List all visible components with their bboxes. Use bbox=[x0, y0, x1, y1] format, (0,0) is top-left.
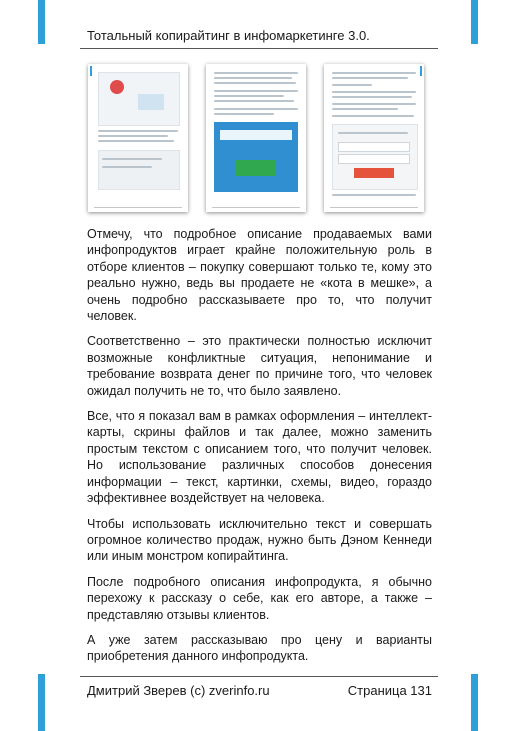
header-right-bar bbox=[471, 0, 478, 44]
footer-author: Дмитрий Зверев (c) zverinfo.ru bbox=[87, 683, 270, 698]
header-left-bar bbox=[38, 0, 45, 44]
paragraph: А уже затем рассказываю про цену и варианты приобретения данного инфопродукта. bbox=[87, 632, 432, 664]
paragraph: Отмечу, что подробное описание продаваемых вами инфопродуктов играет крайне положительную роль в отборе клиентов – покупку совершают только те, кому это реально нужно, ведь вы продаете не «кота в мешке», а очень подробно рассказываете про то, что получит человек. bbox=[87, 227, 432, 324]
page-header-title: Тотальный копирайтинг в инфомаркетинге 3.0. bbox=[87, 28, 370, 43]
header-divider bbox=[80, 48, 438, 49]
paragraph: Соответственно – это практически полностью исключит возможные конфликтные ситуация, непонимание и требование возврата денег по причине того, что человек ожидал получить не то, что было заявлено. bbox=[87, 334, 432, 398]
footer-divider bbox=[80, 676, 438, 677]
paragraph: Все, что я показал вам в рамках оформления – интеллект-карты, скрины файлов и так далее, можно заменить простым текстом с описанием того, что получит человек. Но использование различных способов донесения информации – текст, картинки, схемы, видео, гораздо эффективнее воздействует на человека. bbox=[87, 409, 432, 506]
paragraph: Чтобы использовать исключительно текст и совершать огромное количество продаж, нужно быть Дэном Кеннеди или иным монстром копирайтинга. bbox=[87, 516, 432, 564]
thumbnail-page-left bbox=[88, 64, 188, 212]
footer-page-number: Страница 131 bbox=[347, 683, 432, 698]
body-text bbox=[87, 226, 432, 674]
footer-left-bar bbox=[38, 674, 45, 731]
thumbnail-page-middle bbox=[206, 64, 306, 212]
paragraph: После подробного описания инфопродукта, я обычно перехожу к рассказу о себе, как его авторе, а также – представляю отзывы клиентов. bbox=[87, 574, 432, 622]
page-thumbnails bbox=[88, 64, 428, 214]
thumbnail-page-right bbox=[324, 64, 424, 212]
footer-right-bar bbox=[471, 674, 478, 731]
